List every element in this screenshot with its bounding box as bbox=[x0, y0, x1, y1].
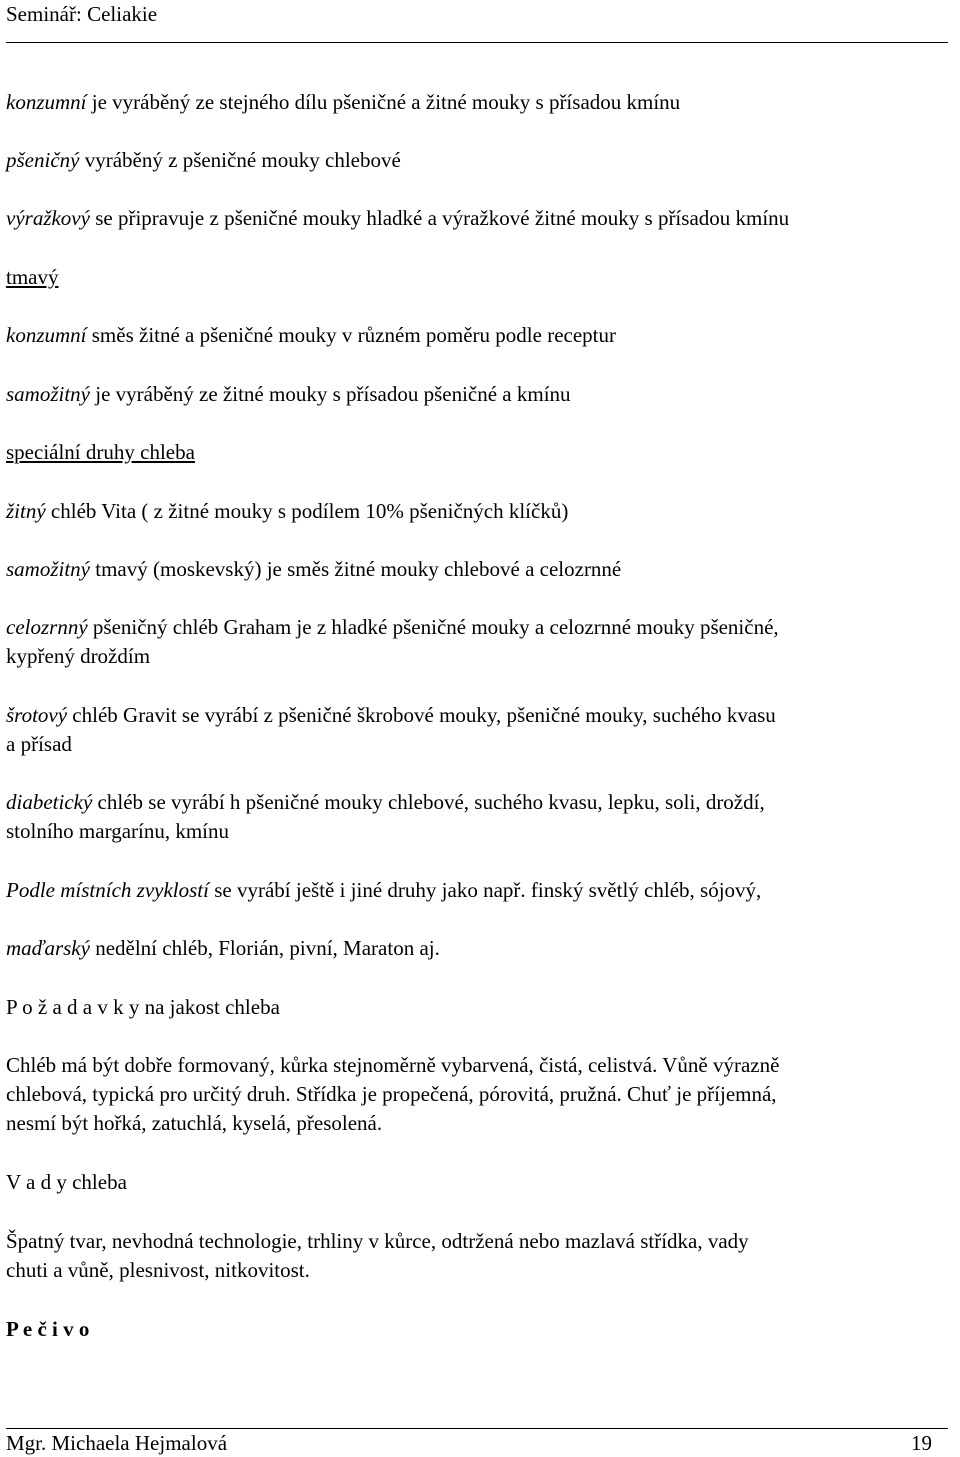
footer-author: Mgr. Michaela Hejmalová bbox=[6, 1431, 228, 1455]
paragraph-mistni-zvyklosti: Podle místních zvyklostí se vyrábí ještě i jiné druhy jako např. finský světlý chléb, sójový, bbox=[6, 878, 762, 902]
paragraph-jakost: Chléb má být dobře formovaný, kůrka stejnoměrně vybarvená, čistá, celistvá. Vůně výrazně chlebová, typická pro určitý druh. Střídka je propečená, pórovitá, pružná. Chuť je příjemná, nesmí být hořká, zatuchlá, kyselá, přesolená. bbox=[6, 1053, 780, 1135]
paragraph-vady: Špatný tvar, nevhodná technologie, trhliny v kůrce, odtržená nebo mazlavá střídka, vady chuti a vůně, plesnivost, nitkovitost. bbox=[6, 1229, 749, 1282]
paragraph-zitny: žitný chléb Vita ( z žitné mouky s podílem 10% pšeničných klíčků) bbox=[6, 499, 569, 523]
paragraph-diabeticky: diabetický chléb se vyrábí h pšeničné mouky chlebové, suchého kvasu, lepku, soli, droždí, stolního margarínu, kmínu bbox=[6, 790, 765, 843]
page-footer bbox=[6, 1428, 948, 1457]
paragraph-psenicny: pšeničný vyráběný z pšeničné mouky chlebové bbox=[6, 148, 401, 172]
heading-tmavy: tmavý bbox=[6, 265, 59, 289]
paragraph-celozrnny: celozrnný pšeničný chléb Graham je z hladké pšeničné mouky a celozrnné mouky pšeničné, kypřený droždím bbox=[6, 615, 779, 668]
heading-pecivo: P e č i v o bbox=[6, 1317, 90, 1341]
paragraph-srotovy: šrotový chléb Gravit se vyrábí z pšeničné škrobové mouky, pšeničné mouky, suchého kvasu a přísad bbox=[6, 703, 776, 756]
paragraph-vyrazkovy: výražkový se připravuje z pšeničné mouky hladké a výražkové žitné mouky s přísadou kmínu bbox=[6, 206, 790, 230]
page-number: 19 bbox=[911, 1431, 932, 1455]
paragraph-konzumni-light: konzumní je vyráběný ze stejného dílu pšeničné a žitné mouky s přísadou kmínu bbox=[6, 90, 681, 114]
heading-pozadavky: P o ž a d a v k y na jakost chleba bbox=[6, 995, 280, 1019]
page-header bbox=[6, 0, 948, 43]
heading-vady: V a d y chleba bbox=[6, 1170, 127, 1194]
paragraph-madarsky: maďarský nedělní chléb, Florián, pivní, Maraton aj. bbox=[6, 936, 440, 960]
paragraph-konzumni-dark: konzumní směs žitné a pšeničné mouky v různém poměru podle receptur bbox=[6, 323, 616, 347]
heading-specialni-druhy: speciální druhy chleba bbox=[6, 440, 195, 464]
paragraph-samozitny: samožitný je vyráběný ze žitné mouky s přísadou pšeničné a kmínu bbox=[6, 382, 571, 406]
paragraph-samozitny-tmavy: samožitný tmavý (moskevský) je směs žitné mouky chlebové a celozrnné bbox=[6, 557, 622, 581]
header-title: Seminář: Celiakie bbox=[6, 2, 158, 26]
